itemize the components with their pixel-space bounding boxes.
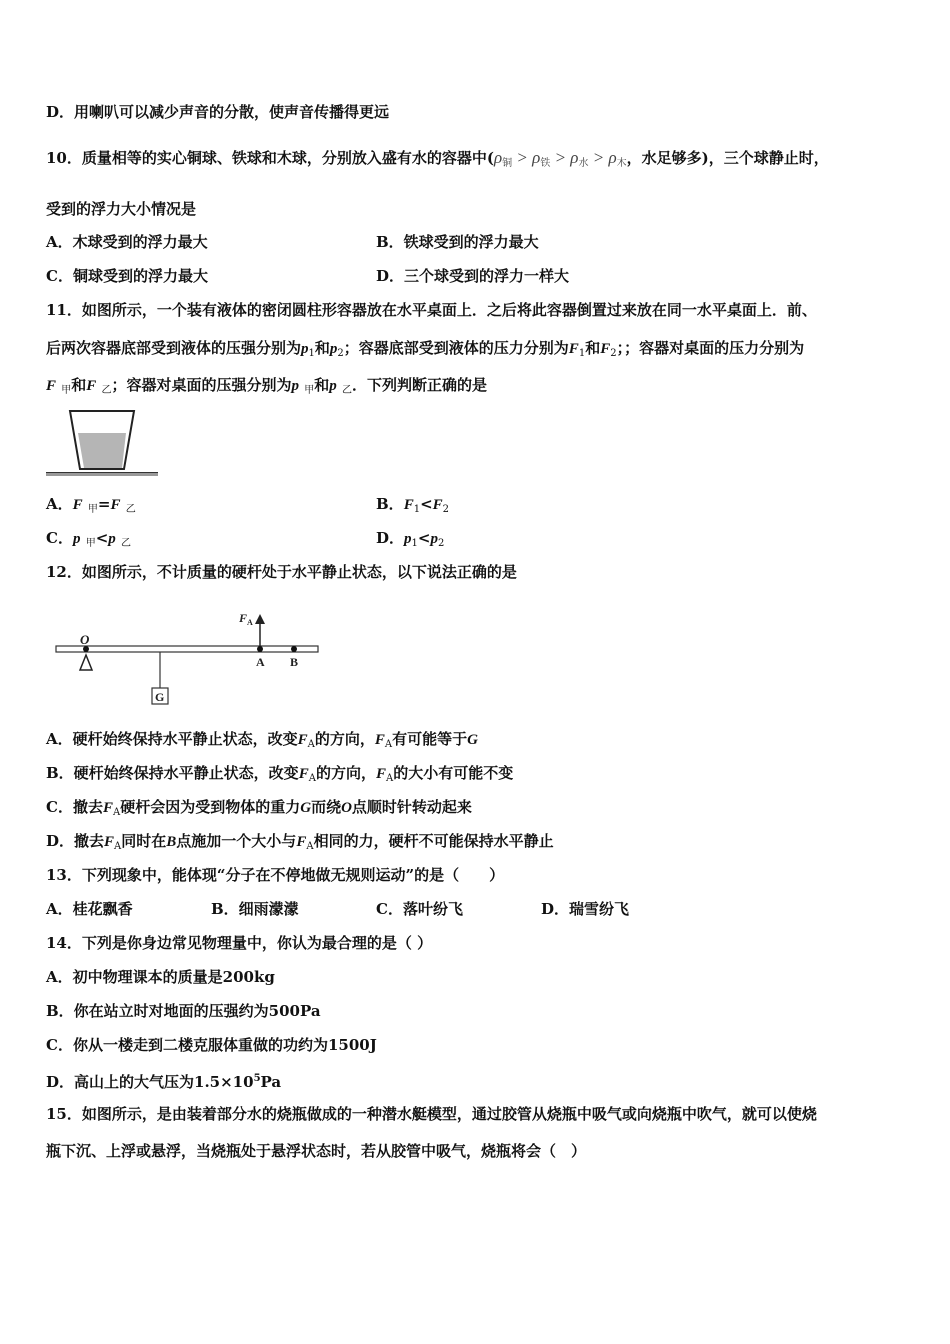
q14-option-a: A．初中物理课本的质量是200kg [46, 968, 275, 986]
q11-stem-line2: 后两次容器底部受到液体的压强分别为$p_1$和$p_2$；容器底部受到液体的压力分别为$F_1$和$F_2$；；容器对桌面的压力分别为 [46, 339, 805, 359]
q9-option-d: D．用喇叭可以减少声音的分散，使声音传播得更远 [46, 103, 390, 121]
table-hatch [46, 473, 158, 476]
q14-option-d: D．高山上的大气压为$1.5\times 10^5Pa$ [46, 1073, 282, 1091]
q11-option-b: B．$F_1<F_2$ [376, 495, 450, 515]
point-b [291, 646, 297, 652]
q14-option-c: C．你从一楼走到二楼克服体重做的功约为1500J [46, 1036, 377, 1054]
q11-stem-line3: F $_甲$和F $_乙$；容器对桌面的压强分别为p $_甲$和p $_乙$．下列判断正确的是 [46, 376, 488, 396]
q14-option-b: B．你在站立时对地面的压强约为500Pa [46, 1002, 321, 1020]
label-g: G [155, 690, 165, 704]
q10-option-b: B．铁球受到的浮力最大 [376, 233, 539, 251]
label-a: A [256, 655, 265, 669]
q14-stem: 14．下列是你身边常见物理量中，你认为最合理的是（ ） [46, 934, 433, 952]
q12-option-b: B．硬杆始终保持水平静止状态，改变$F_A$的方向，$F_A$的大小有可能不变 [46, 764, 514, 784]
q12-stem: 12．如图所示，不计质量的硬杆处于水平静止状态，以下说法正确的是 [46, 563, 517, 581]
label-f: F [239, 611, 248, 625]
q13-stem: 13．下列现象中，能体现“分子在不停地做无规则运动”的是（ ） [46, 866, 505, 884]
q11-container-figure [44, 405, 162, 477]
q10-option-d: D．三个球受到的浮力一样大 [376, 267, 570, 285]
q12-option-d: D．撤去$F_A$同时在B点施加一个大小与$F_A$相同的力，硬杆不可能保持水平静止 [46, 832, 554, 852]
q13-option-a: A．桂花飘香 [46, 900, 133, 918]
force-arrow-head [255, 614, 265, 624]
q10-stem-line1: 10．质量相等的实心铜球、铁球和木球，分别放入盛有水的容器中($\rho_铜 > \rho_铁 > \rho_水 > \rho_木$，水足够多)，三个球静止时， [46, 148, 829, 169]
q12-lever-figure [50, 602, 330, 708]
q15-stem-line1: 15．如图所示，是由装着部分水的烧瓶做成的一种潜水艇模型，通过胶管从烧瓶中吸气或向烧瓶中吹气，就可以使烧 [46, 1105, 817, 1123]
q15-stem-line2: 瓶下沉、上浮或悬浮，当烧瓶处于悬浮状态时，若从胶管中吸气，烧瓶将会（ ） [46, 1142, 587, 1160]
q11-option-d: D．$p_1<p_2$ [376, 529, 445, 549]
q10-option-c: C．铜球受到的浮力最大 [46, 267, 208, 285]
label-f-sub: A [247, 618, 253, 627]
pivot-support [80, 655, 92, 670]
point-a [257, 646, 263, 652]
q12-option-c: C．撤去$F_A$硬杆会因为受到物体的重力G而绕O点顺时针转动起来 [46, 798, 472, 818]
q13-option-b: B．细雨濛濛 [211, 900, 299, 918]
liquid [78, 433, 126, 468]
label-b: B [290, 655, 299, 669]
q13-option-d: D．瑞雪纷飞 [541, 900, 630, 918]
label-o: O [80, 632, 90, 647]
q13-option-c: C．落叶纷飞 [376, 900, 463, 918]
q10-option-a: A．木球受到的浮力最大 [46, 233, 208, 251]
q10-stem-line2: 受到的浮力大小情况是 [46, 200, 197, 218]
q11-stem-line1: 11．如图所示，一个装有液体的密闭圆柱形容器放在水平桌面上．之后将此容器倒置过来放在同一水平桌面上．前、 [46, 301, 817, 319]
q11-option-c: C．p $_甲$<p $_乙$ [46, 529, 131, 549]
lever-bar [56, 646, 318, 652]
q12-option-a: A．硬杆始终保持水平静止状态，改变$F_A$的方向，$F_A$有可能等于G [46, 730, 479, 750]
density-inequality: $\rho_铜 > \rho_铁 > \rho_水 > \rho_木$ [493, 148, 627, 169]
q11-option-a: A．F $_甲$=F $_乙$ [46, 495, 136, 515]
